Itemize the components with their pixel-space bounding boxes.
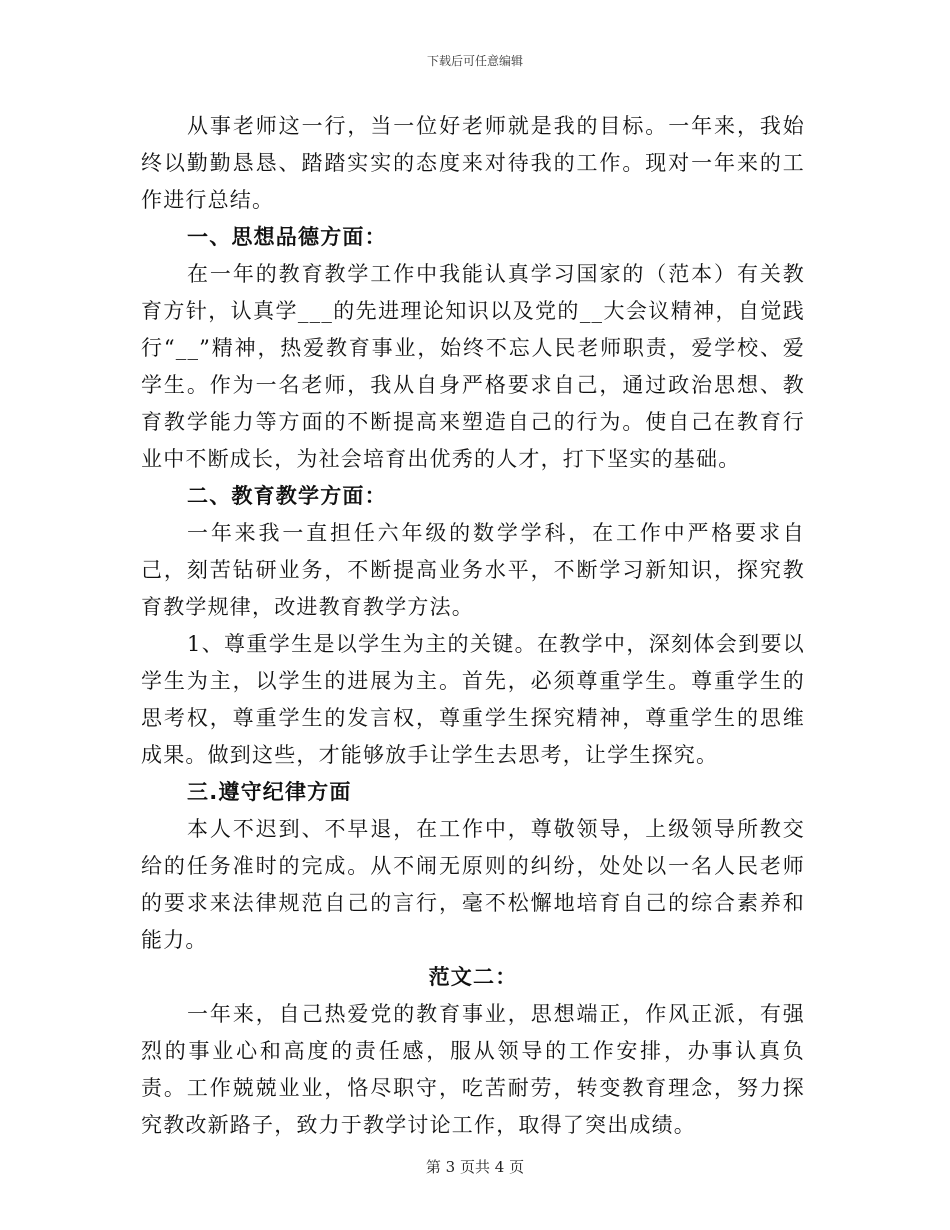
document-body bbox=[141, 108, 805, 1144]
section-heading-ideology: 一、思想品德方面： bbox=[187, 225, 387, 249]
section-heading-discipline: 三.遵守纪律方面 bbox=[187, 780, 352, 804]
page-number: 第 3 页共 4 页 bbox=[425, 1158, 525, 1176]
sample-two-paragraph: 一年来，自己热爱党的教育事业，思想端正，作风正派，有强烈的事业心和高度的责任感，服从领导的工作安排，办事认真负责。工作兢兢业业，恪尽职守，吃苦耐劳，转变教育理念，努力探究教改新路子，致力于教学讨论工作，取得了突出成绩。 bbox=[141, 1002, 805, 1137]
ideology-paragraph: 在一年的教育教学工作中我能认真学习国家的（范本）有关教育方针，认真学___的先进理论知识以及党的__大会议精神，自觉践行“__”精神，热爱教育事业，始终不忘人民老师职责，爱学校、爱学生。作为一名老师，我从自身严格要求自己，通过政治思想、教育教学能力等方面的不断提高来塑造自己的行为。使自己在教育行业中不断成长，为社会培育出优秀的人才，打下坚实的基础。 bbox=[141, 262, 805, 471]
discipline-paragraph: 本人不迟到、不早退，在工作中，尊敬领导，上级领导所教交给的任务准时的完成。从不闹无原则的纠纷，处处以一名人民老师的要求来法律规范自己的言行，毫不松懈地培育自己的综合素养和能力。 bbox=[141, 817, 805, 952]
section-heading-teaching: 二、教育教学方面： bbox=[187, 484, 387, 508]
page-header-note: 下载后可任意编辑 bbox=[426, 54, 523, 68]
respect-students-paragraph: 1、尊重学生是以学生为主的关键。在教学中，深刻体会到要以学生为主，以学生的进展为主。首先，必须尊重学生。尊重学生的思考权，尊重学生的发言权，尊重学生探究精神，尊重学生的思维成果。做到这些，才能够放手让学生去思考，让学生探究。 bbox=[141, 632, 805, 767]
sample-two-heading: 范文二： bbox=[428, 965, 518, 989]
intro-paragraph: 从事老师这一行，当一位好老师就是我的目标。一年来，我始终以勤勤恳恳、踏踏实实的态度来对待我的工作。现对一年来的工作进行总结。 bbox=[141, 114, 805, 212]
teaching-paragraph: 一年来我一直担任六年级的数学学科，在工作中严格要求自己，刻苦钻研业务，不断提高业务水平，不断学习新知识，探究教育教学规律，改进教育教学方法。 bbox=[141, 521, 805, 619]
